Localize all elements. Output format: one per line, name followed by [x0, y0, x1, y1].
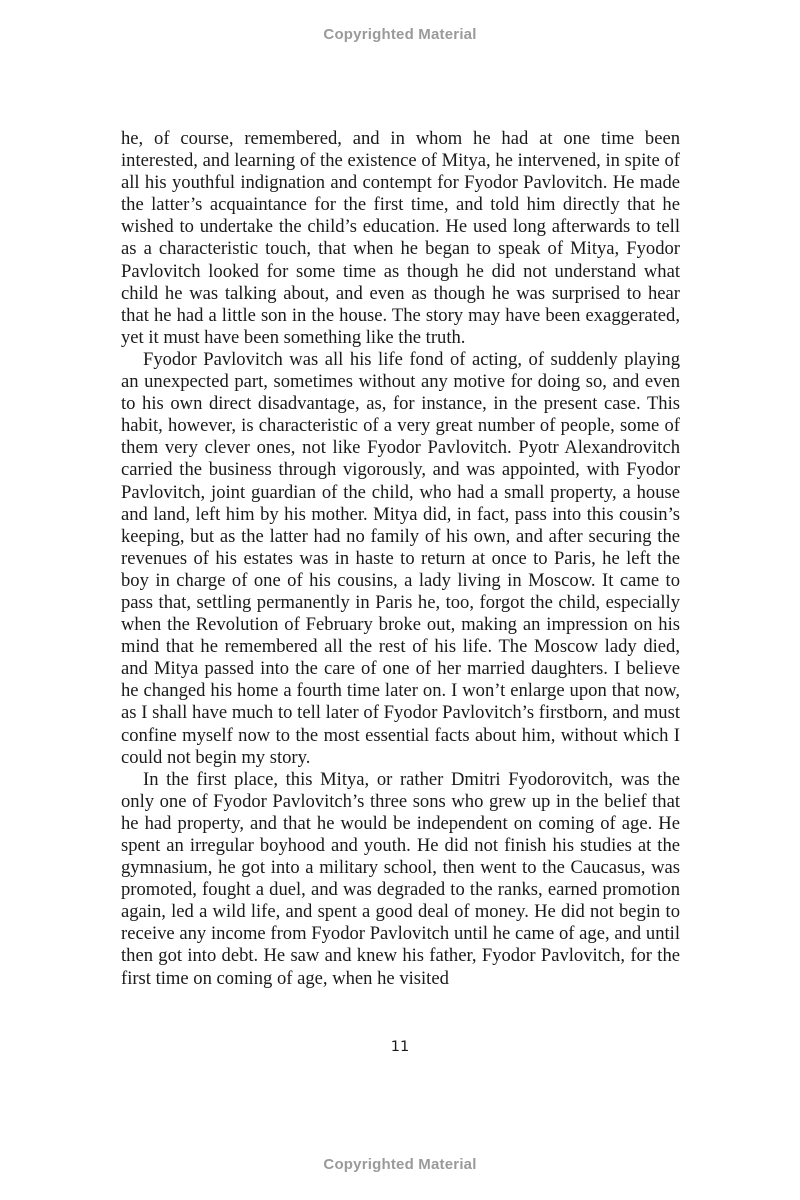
copyright-watermark-top: Copyrighted Material — [323, 26, 477, 43]
copyright-watermark-bottom: Copyrighted Material — [323, 1156, 477, 1173]
page-number: 11 — [390, 1039, 410, 1055]
page-body-text — [121, 128, 680, 990]
paragraph-first-place: In the first place, this Mitya, or rather Dmitri Fyodorovitch, was the only one of Fyodor Pavlovitch’s three sons who grew up in the belief that he had property, and that he would be independent on coming of age. He spent an irregular boyhood and youth. He did not finish his studies at the gymnasium, he got into a military school, then went to the Caucasus, was promoted, fought a duel, and was degraded to the ranks, earned promotion again, led a wild life, and spent a good deal of money. He did not begin to receive any income from Fyodor Pavlovitch until he came of age, and until then got into debt. He saw and knew his father, Fyodor Pavlovitch, for the first time on coming of age, when he visited — [121, 768, 680, 989]
paragraph-acting: Fyodor Pavlovitch was all his life fond of acting, of suddenly playing an unexpected part, sometimes without any motive for doing so, and even to his own direct disadvantage, as, for instance, in the present case. This habit, however, is characteristic of a very great number of people, some of them very clever ones, not like Fyodor Pavlovitch. Pyotr Alexandrovitch carried the business through vigorously, and was appointed, with Fyodor Pavlovitch, joint guardian of the child, who had a small property, a house and land, left him by his mother. Mitya did, in fact, pass into this cousin’s keeping, but as the latter had no family of his own, and after securing the revenues of his estates was in haste to return at once to Paris, he left the boy in charge of one of his cousins, a lady living in Moscow. It came to pass that, settling permanently in Paris he, too, forgot the child, especially when the Revolution of February broke out, making an impression on his mind that he remembered all the rest of his life. The Moscow lady died, and Mitya passed into the care of one of her married daughters. I believe he changed his home a fourth time later on. I won’t enlarge upon that now, as I shall have much to tell later of Fyodor Pavlovitch’s firstborn, and must confine myself now to the most essential facts about him, without which I could not begin my story. — [121, 348, 680, 768]
paragraph-continuation: he, of course, remembered, and in whom he had at one time been interested, and learning of the existence of Mitya, he intervened, in spite of all his youthful indignation and contempt for Fyodor Pavlovitch. He made the latter’s acquaintance for the first time, and told him directly that he wished to undertake the child’s education. He used long afterwards to tell as a characteristic touch, that when he began to speak of Mitya, Fyodor Pavlovitch looked for some time as though he did not understand what child he was talking about, and even as though he was surprised to hear that he had a little son in the house. The story may have been exaggerated, yet it must have been something like the truth. — [121, 128, 680, 348]
